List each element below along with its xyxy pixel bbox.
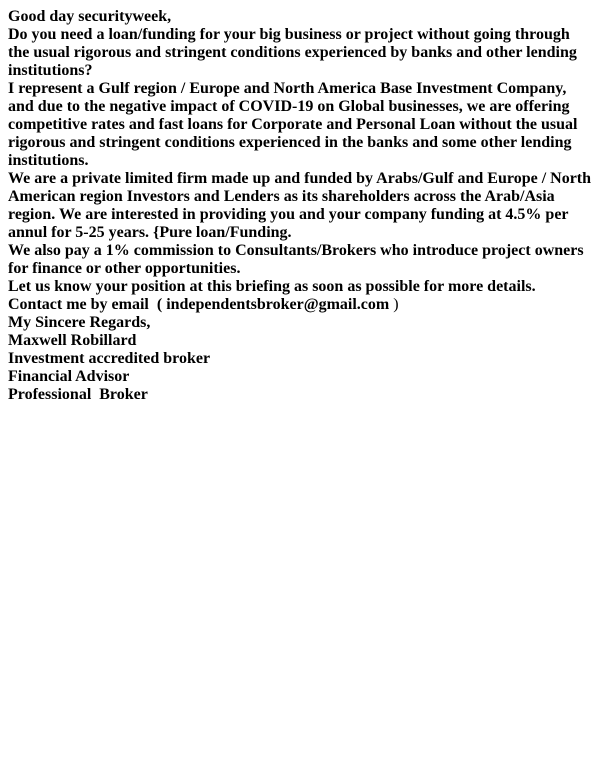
signature-name: Maxwell Robillard: [8, 332, 137, 349]
signature-title-3: Professional Broker: [8, 386, 148, 403]
paragraph-call-to-action: Let us know your position at this briefing as soon as possible for more details.: [8, 278, 536, 295]
greeting: Good day securityweek,: [8, 8, 172, 25]
signature-closing: My Sincere Regards,: [8, 314, 151, 331]
signature-title-2: Financial Advisor: [8, 368, 130, 385]
contact-email: independentsbroker@gmail.com: [166, 296, 390, 313]
paragraph-loan-offer: Do you need a loan/funding for your big business or project without going through the usual rigorous and stringent conditions experienced by banks and other lending institutions?: [8, 26, 577, 79]
paragraph-commission: We also pay a 1% commission to Consultants/Brokers who introduce project owners for finance or other opportunities.: [8, 242, 584, 277]
contact-line: [8, 296, 592, 314]
contact-suffix: ): [389, 296, 399, 313]
paragraph-company-intro: I represent a Gulf region / Europe and North America Base Investment Company, and due to the negative impact of COVID-19 on Global businesses, we are offering competitive rates and fast loans for Corporate and Personal Loan without the usual rigorous and stringent conditions experienced in the banks and some other lending institutions.: [8, 80, 578, 169]
paragraph-firm-details: We are a private limited firm made up and funded by Arabs/Gulf and Europe / North American region Investors and Lenders as its shareholders across the Arab/Asia region. We are interested in providing you and your company funding at 4.5% per annul for 5-25 years. {Pure loan/Funding.: [8, 170, 592, 241]
signature-title-1: Investment accredited broker: [8, 350, 211, 367]
contact-prefix: Contact me by email (: [8, 296, 167, 313]
